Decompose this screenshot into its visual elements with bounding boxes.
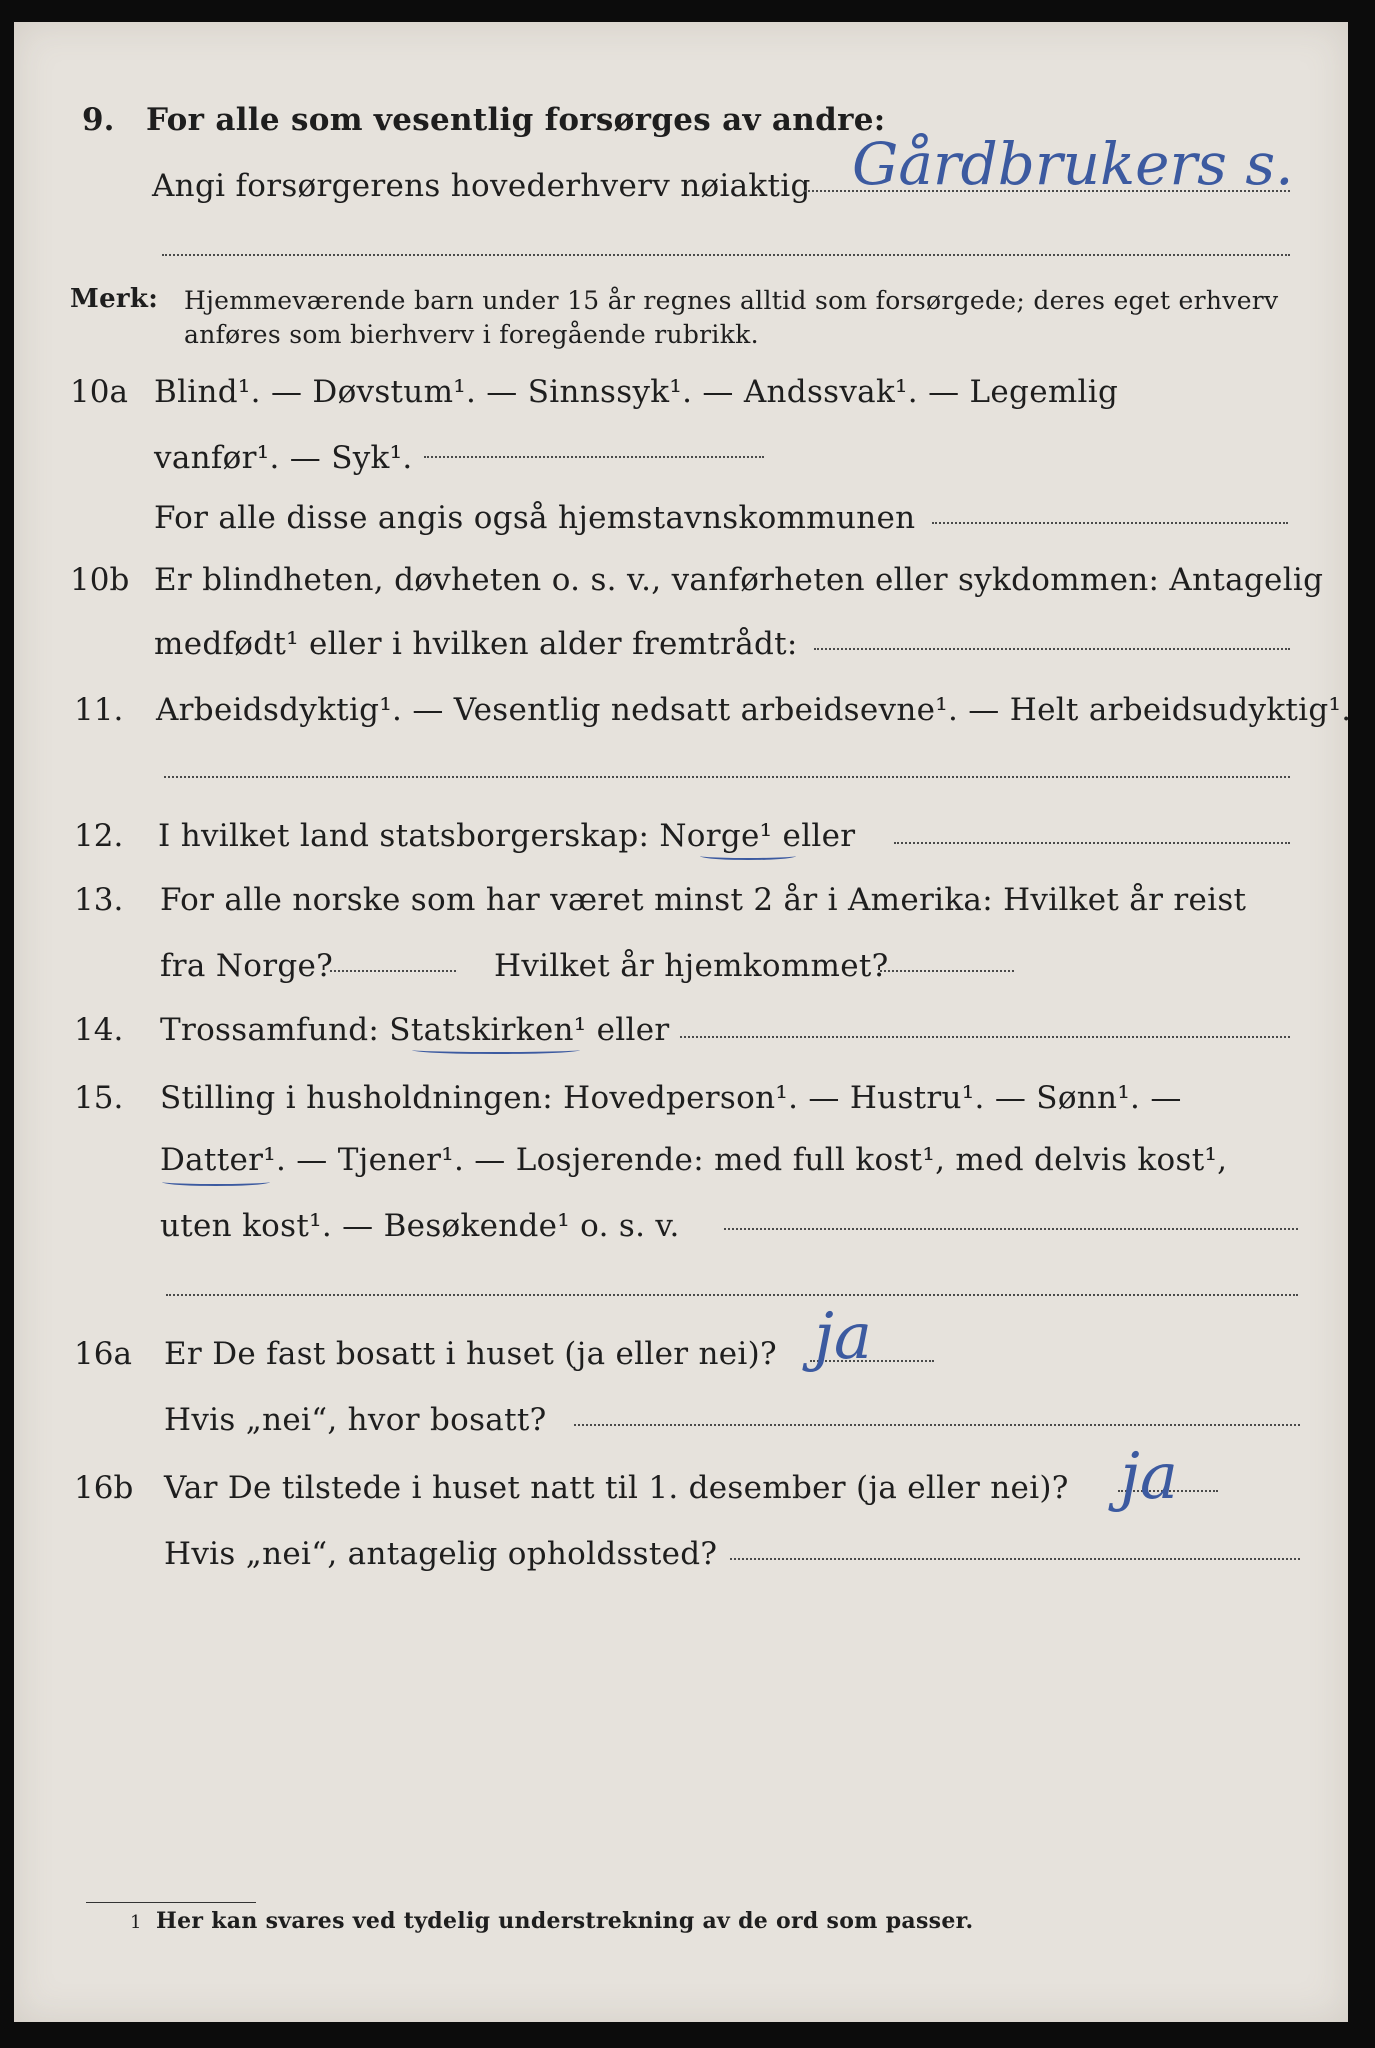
q15-datter-underline: [162, 1178, 270, 1186]
q16a-handwritten-answer: ja: [814, 1300, 872, 1374]
q13-hjemkommet-line: [880, 970, 1014, 972]
q12-answer-line: [894, 842, 1290, 844]
q10a-line1: Blind¹. — Døvstum¹. — Sinnssyk¹. — Andssvak¹. — Legemlig: [154, 374, 1119, 410]
q9-handwritten-answer: Gårdbrukers s.: [852, 130, 1294, 198]
merk-label: Merk:: [70, 284, 159, 314]
merk-line2: anføres som bierhverv i foregående rubrikk.: [184, 320, 759, 349]
q11-answer-line: [164, 776, 1290, 778]
q16b-opholdssted-line: [730, 1558, 1300, 1560]
q13-number: 13.: [74, 882, 124, 918]
q16b-line1: Var De tilstede i huset natt til 1. desember (ja eller nei)?: [164, 1470, 1069, 1506]
q15-answer-line: [724, 1228, 1298, 1230]
q16a-line1: Er De fast bosatt i huset (ja eller nei)?: [164, 1336, 777, 1372]
census-form-page: [14, 22, 1352, 2022]
q11-line1: Arbeidsdyktig¹. — Vesentlig nedsatt arbeidsevne¹. — Helt arbeidsudyktig¹.: [156, 692, 1352, 728]
q15-line1: Stilling i husholdningen: Hovedperson¹. — Hustru¹. — Sønn¹. —: [160, 1080, 1182, 1116]
q16a-line2: Hvis „nei“, hvor bosatt?: [164, 1402, 547, 1438]
q9-number: 9.: [82, 102, 115, 138]
q10b-line2: medfødt¹ eller i hvilken alder fremtrådt:: [154, 626, 798, 662]
q10b-number: 10b: [70, 562, 130, 598]
q15-line3: uten kost¹. — Besøkende¹ o. s. v.: [160, 1208, 680, 1244]
q12-line1: I hvilket land statsborgerskap: Norge¹ eller: [158, 818, 856, 854]
q9-extra-line: [162, 254, 1290, 256]
q16b-number: 16b: [74, 1470, 134, 1506]
q16b-line2: Hvis „nei“, antagelig opholdssted?: [164, 1536, 718, 1572]
q10b-line1: Er blindheten, døvheten o. s. v., vanførheten eller sykdommen: Antagelig: [154, 562, 1324, 598]
q10a-line3: For alle disse angis også hjemstavnskommunen: [154, 500, 916, 536]
q16a-number: 16a: [74, 1336, 132, 1372]
q14-statskirken-underline: [412, 1046, 580, 1054]
q15-number: 15.: [74, 1080, 124, 1116]
q12-number: 12.: [74, 818, 124, 854]
q10a-answer-line: [424, 456, 764, 458]
q9-line2: Angi forsørgerens hovederhverv nøiaktig: [152, 168, 811, 204]
q10b-answer-line: [814, 648, 1290, 650]
q13-reist-line: [330, 970, 456, 972]
q16a-bosatt-line: [574, 1424, 1300, 1426]
q14-answer-line: [680, 1036, 1290, 1038]
q11-number: 11.: [74, 692, 124, 728]
q13-line2a: fra Norge?: [160, 948, 334, 984]
q12-norge-underline: [700, 852, 796, 860]
q15-line2: Datter¹. — Tjener¹. — Losjerende: med full kost¹, med delvis kost¹,: [160, 1142, 1228, 1178]
merk-line1: Hjemmeværende barn under 15 år regnes alltid som forsørgede; deres eget erhverv: [184, 286, 1279, 315]
q14-number: 14.: [74, 1012, 124, 1048]
footnote-rule: [86, 1902, 256, 1903]
footnote-text: Her kan svares ved tydelig understrekning av de ord som passer.: [156, 1908, 974, 1934]
q10a-line2: vanfør¹. — Syk¹.: [154, 440, 413, 476]
q13-line2b: Hvilket år hjemkommet?: [494, 948, 889, 984]
q15-extra-line: [166, 1294, 1298, 1296]
q10a-kommune-line: [932, 522, 1288, 524]
q13-line1: For alle norske som har været minst 2 år i Amerika: Hvilket år reist: [160, 882, 1247, 918]
q9-line1: For alle som vesentlig forsørges av andre:: [146, 102, 886, 138]
footnote-mark: 1: [130, 1912, 142, 1933]
q14-line1: Trossamfund: Statskirken¹ eller: [160, 1012, 670, 1048]
q16b-handwritten-answer: ja: [1120, 1440, 1178, 1514]
q10a-number: 10a: [70, 374, 128, 410]
